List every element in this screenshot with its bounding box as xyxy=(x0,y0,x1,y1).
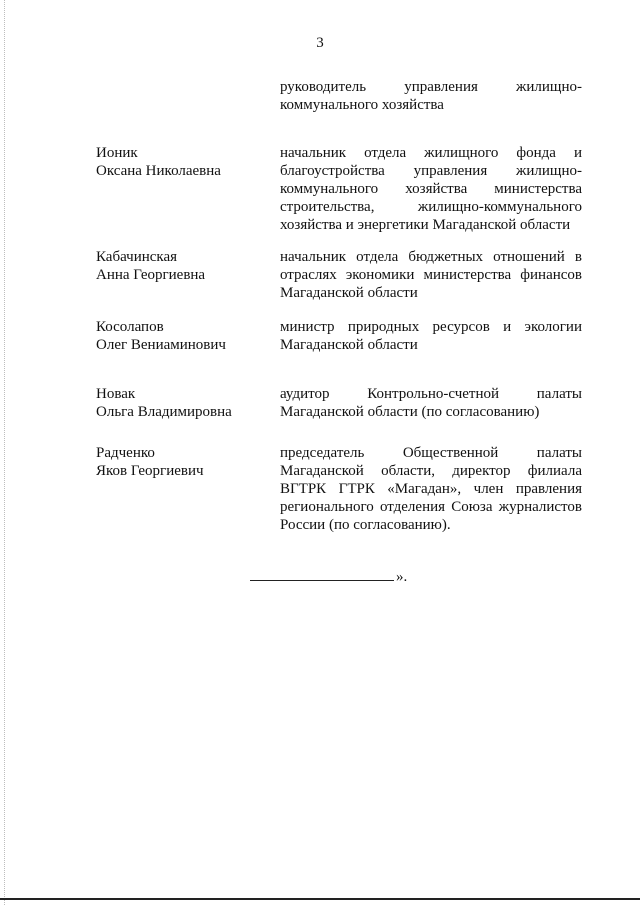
description-line: начальник отдела бюджетных отношений в xyxy=(280,249,582,265)
scan-bottom-edge xyxy=(0,898,640,900)
description-line: России (по согласованию). xyxy=(280,517,451,533)
description-line: хозяйства и энергетики Магаданской области xyxy=(280,217,571,233)
entry-description xyxy=(280,318,582,354)
description-line: руководитель управления жилищно- xyxy=(280,79,582,95)
description-line: коммунального хозяйства министерства xyxy=(280,181,582,197)
description-line: Магаданской области xyxy=(280,285,418,301)
closing-quote: ». xyxy=(396,569,408,585)
entry-name xyxy=(96,444,266,480)
description-line: начальник отдела жилищного фонда и xyxy=(280,145,582,161)
description-line: аудитор Контрольно-счетной палаты xyxy=(280,386,582,402)
given-names: Анна Георгиевна xyxy=(96,267,206,283)
entry-description xyxy=(280,385,582,421)
surname: Ионик xyxy=(96,145,138,161)
description-line: министр природных ресурсов и экологии xyxy=(280,319,582,335)
entry-description xyxy=(280,444,582,534)
surname: Косолапов xyxy=(96,319,164,335)
description-line: Магаданской области (по согласованию) xyxy=(280,404,540,420)
description-line: благоустройства управления жилищно- xyxy=(280,163,582,179)
description-line: Магаданской области xyxy=(280,337,418,353)
entry-name xyxy=(96,385,266,421)
closing-mark xyxy=(250,566,407,586)
page-number: 3 xyxy=(316,35,324,51)
description-line: строительства, жилищно-коммунального xyxy=(280,199,582,215)
entry-description xyxy=(280,248,582,302)
description-line: отраслях экономики министерства финансов xyxy=(280,267,582,283)
closing-underline xyxy=(250,566,394,581)
entry-name xyxy=(96,248,266,284)
description-line: коммунального хозяйства xyxy=(280,97,444,113)
description-line: ВГТРК ГТРК «Магадан», член правления xyxy=(280,481,582,497)
scan-edge-artifact xyxy=(4,0,5,905)
entry-name xyxy=(96,318,266,354)
given-names: Яков Георгиевич xyxy=(96,463,204,479)
surname: Кабачинская xyxy=(96,249,178,265)
entry-name xyxy=(96,144,266,180)
entry-description xyxy=(280,144,582,234)
entry-description xyxy=(280,78,582,114)
description-line: Магаданской области, директор филиала xyxy=(280,463,582,479)
surname: Радченко xyxy=(96,445,155,461)
given-names: Ольга Владимировна xyxy=(96,404,232,420)
description-line: регионального отделения Союза журналистов xyxy=(280,499,582,515)
given-names: Оксана Николаевна xyxy=(96,163,221,179)
given-names: Олег Вениаминович xyxy=(96,337,226,353)
surname: Новак xyxy=(96,386,136,402)
description-line: председатель Общественной палаты xyxy=(280,445,582,461)
